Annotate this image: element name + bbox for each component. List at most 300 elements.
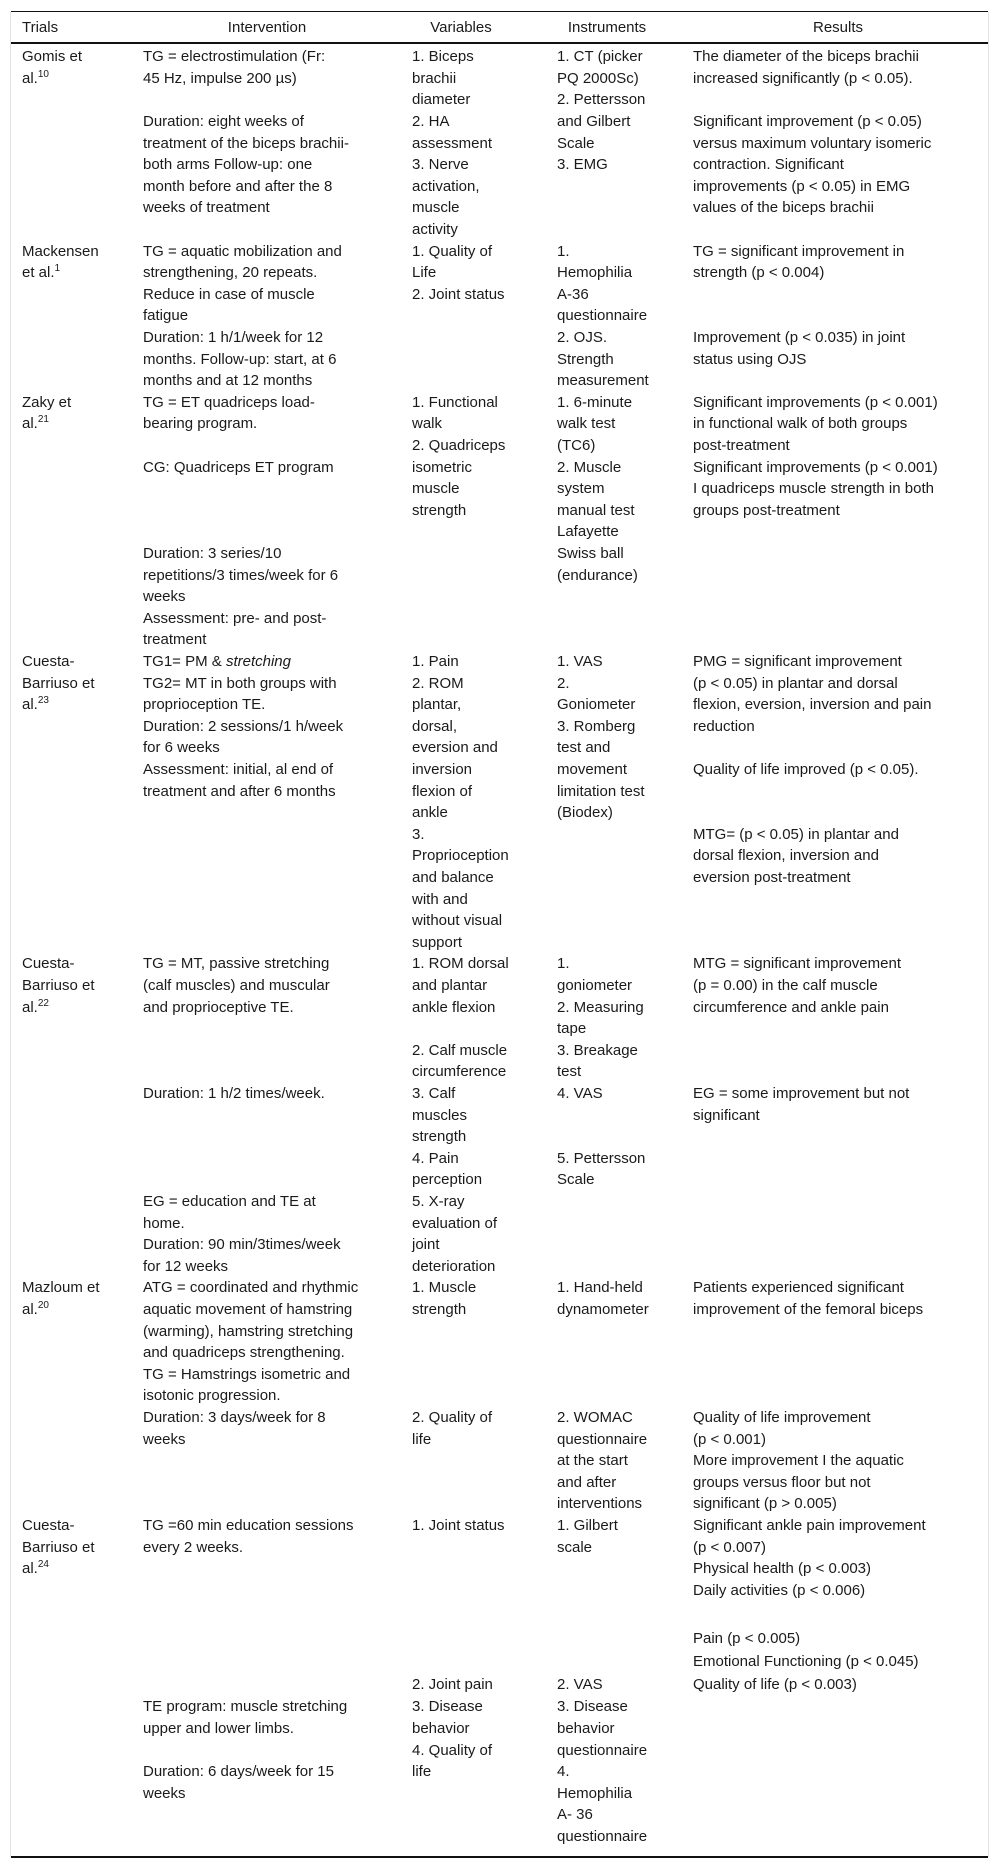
trial-text: Mackensen [22,242,99,260]
instruments-line: Hemophilia [557,264,633,282]
reference-number: 1 [54,263,61,275]
intervention-line: every 2 weeks. [143,1538,244,1556]
intervention-line: weeks [143,1784,186,1802]
intervention-entry [143,111,349,219]
variables-entry [412,953,509,1018]
intervention-entry [143,1191,316,1234]
variables-entry [412,1740,492,1783]
results-entry [693,1277,923,1320]
results-line: Physical health (p < 0.003) [693,1560,872,1578]
intervention-entry [143,673,337,716]
results-line: groups versus floor but not [693,1473,871,1491]
variables-line: 1. Functional [412,393,498,411]
results-line: MTG = significant improvement [693,955,901,973]
instruments-line: PQ 2000Sc) [557,69,639,87]
trial-text: Gomis et [22,48,83,66]
intervention-entry [143,716,343,759]
instruments-line: 3. EMG [557,156,608,174]
instruments-line: 1. Hand-held [557,1279,643,1297]
results-entry [693,1651,919,1673]
variables-line: 3. Disease [412,1698,483,1716]
intervention-line: Duration: 3 days/week for 8 [143,1409,326,1426]
instruments-entry [557,651,603,673]
intervention-line: fatigue [143,307,189,325]
trial-line [22,262,99,284]
results-entry [693,1628,800,1650]
intervention-line: Duration: 2 sessions/1 h/week [143,717,344,735]
intervention-line: bearing program. [143,415,258,433]
intervention-entry [143,46,325,89]
variables-line: flexion of [412,782,473,800]
results-line: Quality of life (p < 0.003) [693,1675,857,1693]
variables-line: 2. ROM [412,674,464,692]
trial-text: Cuesta- [22,653,75,670]
intervention-entry [143,457,334,479]
instruments-line: 3. Breakage [557,1041,638,1059]
variables-entry [412,241,492,284]
variables-line: 4. Quality of [412,1741,493,1759]
header-variables: Variables [430,19,492,36]
trial-line [22,975,95,997]
trial-cell [22,1515,95,1580]
instruments-line: 1. Gilbert [557,1517,618,1534]
variables-line: behavior [412,1720,470,1738]
intervention-entry [143,1083,325,1105]
variables-line: and balance [412,868,494,886]
instruments-line: Strength [557,350,614,368]
intervention-line: both arms Follow-up: one [143,156,313,174]
variables-line: activity [412,220,458,238]
intervention-line: ATG = coordinated and rhythmic [143,1279,359,1297]
trial-text: al. [22,69,38,87]
instruments-entry [557,1761,647,1847]
instruments-line: and after [557,1473,617,1491]
intervention-line: strengthening, 20 repeats. [143,264,318,282]
variables-entry [412,1191,497,1277]
variables-entry [412,284,505,306]
intervention-entry [143,608,326,651]
header-trials: Trials [22,19,59,36]
instruments-entry [557,457,638,587]
intervention-line: CG: Quadriceps ET program [143,458,334,476]
instruments-line: goniometer [557,976,633,994]
trial-text: Barriuso et [22,976,95,994]
variables-line: activation, [412,177,480,195]
intervention-entry [143,1407,326,1450]
instruments-entry [557,392,632,457]
instruments-line: manual test [557,501,635,519]
results-line: improvement of the femoral biceps [693,1300,924,1318]
results-line: contraction. Significant [693,156,844,174]
results-line: Emotional Functioning (p < 0.045) [693,1653,919,1671]
intervention-line: treatment of the biceps brachii- [143,134,349,152]
instruments-line: Hemophilia [557,1784,633,1802]
results-line: The diameter of the biceps brachii [693,48,919,66]
variables-line: walk [412,415,443,433]
header-instruments: Instruments [567,19,647,36]
instruments-entry [557,46,643,89]
intervention-line: Reduce in case of muscle [143,285,315,303]
trial-line [22,997,95,1019]
variables-entry [412,1083,467,1148]
variables-entry [412,392,498,435]
trial-text: al. [22,696,38,714]
results-line: post-treatment [693,436,790,454]
intervention-line: for 12 weeks [143,1257,229,1275]
intervention-line: home. [143,1214,185,1232]
intervention-entry [143,1696,347,1739]
instruments-entry [557,673,635,716]
variables-line: muscle [412,480,460,498]
variables-line: circumference [412,1063,507,1081]
variables-line: muscle [412,199,460,217]
variables-line: brachii [412,69,457,87]
variables-line: perception [412,1171,483,1189]
instruments-line: (Biodex) [557,804,613,822]
instruments-line: 2. WOMAC [557,1409,633,1426]
reference-number: 22 [37,997,49,1009]
instruments-line: 3. Romberg [557,717,636,735]
intervention-line: months and at 12 months [143,372,313,390]
intervention-line: proprioception TE. [143,696,266,714]
intervention-entry [143,543,338,608]
instruments-line: interventions [557,1495,643,1513]
trial-text: Barriuso et [22,1538,95,1556]
intervention-entry [143,953,330,1018]
intervention-line: months. Follow-up: start, at 6 [143,350,337,368]
variables-line: life [412,1763,432,1781]
variables-line: 2. Joint pain [412,1675,493,1693]
variables-line: 2. HA [412,113,450,130]
results-entry [693,1407,871,1450]
trial-text: Mazloum et [22,1279,100,1297]
variables-entry [412,1277,476,1320]
variables-line: 2. Calf muscle [412,1041,508,1059]
variables-line: 4. Pain [412,1149,459,1167]
instruments-line: 5. Pettersson [557,1149,646,1167]
variables-entry [412,824,509,954]
variables-line: Proprioception [412,847,509,865]
trial-line [22,392,71,414]
variables-line: Life [412,264,437,282]
instruments-line: questionnaire [557,1828,648,1846]
results-line: Significant improvement (p < 0.05) [693,113,922,130]
variables-line: 1. Quality of [412,242,493,260]
variables-entry [412,1674,493,1696]
intervention-line: weeks [143,1430,186,1448]
intervention-entry [143,1515,354,1558]
instruments-entry [557,1040,638,1083]
variables-line: 3. [412,825,425,843]
instruments-line: 2. [557,674,570,692]
results-line: groups post-treatment [693,501,840,519]
intervention-line: EG = education and TE at [143,1193,316,1210]
variables-line: isometric [412,458,473,476]
header-intervention: Intervention [227,19,307,36]
results-entry [693,46,919,89]
table-left-edge [10,12,11,1857]
results-line: Quality of life improved (p < 0.05). [693,761,919,778]
results-line: (p = 0.00) in the calf muscle [693,976,878,994]
trial-line [22,68,82,90]
trial-line [22,1558,95,1580]
intervention-entry [143,241,342,327]
intervention-line: TG = ET quadriceps load- [143,393,315,411]
reference-number: 21 [37,414,49,426]
results-line: improvements (p < 0.05) in EMG [693,177,911,195]
instruments-line: Lafayette [557,523,619,541]
results-entry [693,241,904,284]
instruments-line: A- 36 [557,1806,593,1824]
instruments-entry [557,1674,603,1696]
results-line: status using OJS [693,350,807,368]
intervention-line: Duration: 90 min/3times/week [143,1236,341,1254]
variables-line: inversion [412,760,473,778]
instruments-line: at the start [557,1452,628,1470]
results-line: values of the biceps brachii [693,199,874,217]
reference-number: 24 [37,1559,49,1571]
instruments-line: limitation test [557,782,645,800]
trial-text: al. [22,1560,38,1578]
intervention-entry [143,759,336,802]
variables-line: assessment [412,134,493,152]
variables-line: 1. Joint status [412,1517,505,1534]
results-entry [693,1515,926,1558]
instruments-entry [557,241,647,327]
trial-line [22,241,99,263]
results-line: increased significantly (p < 0.05). [693,69,913,87]
trial-cell [22,241,99,284]
intervention-line: upper and lower limbs. [143,1720,294,1738]
intervention-entry [143,1234,341,1277]
variables-entry [412,111,492,154]
intervention-line: Duration: 1 h/2 times/week. [143,1085,325,1102]
variables-line: 1. Biceps [412,48,474,66]
trial-cell [22,651,95,716]
instruments-line: 4. VAS [557,1085,603,1102]
intervention-entry [143,392,315,435]
trial-text: al. [22,1300,38,1318]
intervention-line: Duration: 3 series/10 [143,545,282,562]
results-entry [693,327,905,370]
variables-line: ankle flexion [412,998,496,1016]
variables-line: deterioration [412,1257,496,1275]
variables-line: muscles [412,1106,468,1124]
variables-entry [412,435,505,521]
intervention-line: TG = Hamstrings isometric and [143,1365,351,1383]
instruments-line: 1. 6-minute [557,393,633,411]
intervention-line: repetitions/3 times/week for 6 [143,566,339,584]
intervention-line: 45 Hz, impulse 200 µs) [143,69,297,87]
results-line: circumference and ankle pain [693,998,889,1016]
variables-line: plantar, [412,696,462,714]
trial-cell [22,392,71,435]
variables-line: 3. Nerve [412,156,469,174]
instruments-entry [557,997,644,1040]
trial-text: Zaky et [22,393,72,411]
intervention-entry [143,1364,350,1407]
instruments-line: walk test [557,415,616,433]
variables-entry [412,46,474,111]
instruments-line: measurement [557,372,649,390]
results-line: TG = significant improvement in [693,242,905,260]
intervention-line: TG2= MT in both groups with [143,674,337,692]
trial-text: al. [22,415,38,433]
instruments-line: 1. VAS [557,653,603,670]
variables-entry [412,1407,492,1450]
instruments-entry [557,1083,603,1105]
instruments-line: 3. Disease [557,1698,628,1716]
intervention-entry [143,1761,334,1804]
intervention-line: TE program: muscle stretching [143,1698,348,1716]
trial-text: Barriuso et [22,674,95,692]
instruments-line: Goniometer [557,696,636,714]
instruments-line: 2. Muscle [557,458,622,476]
variables-line: life [412,1430,432,1448]
trial-cell [22,46,82,89]
instruments-line: scale [557,1538,593,1556]
table-top-rule [11,11,988,12]
intervention-line: TG = MT, passive stretching [143,955,330,973]
instruments-entry [557,154,608,176]
trial-line [22,1299,100,1321]
trial-cell [22,1277,100,1320]
instruments-line: 4. [557,1763,570,1781]
results-entry [693,1580,865,1602]
variables-line: diameter [412,91,471,109]
results-line: dorsal flexion, inversion and [693,847,879,865]
variables-line: with and [412,890,468,908]
results-entry [693,953,901,1018]
instruments-line: 1. [557,242,570,260]
instruments-entry [557,953,632,996]
intervention-entry [143,1277,358,1363]
results-line: (p < 0.05) in plantar and dorsal [693,674,898,692]
intervention-line: and proprioceptive TE. [143,998,294,1016]
trial-line [22,413,71,435]
results-entry [693,759,919,781]
variables-entry [412,1696,483,1739]
instruments-line: 1. CT (picker [557,48,643,66]
variables-entry [412,1040,507,1083]
instruments-line: (TC6) [557,436,596,454]
instruments-entry [557,1696,647,1761]
intervention-line: treatment [143,631,207,649]
variables-line: 1. Pain [412,653,459,670]
instruments-entry [557,1407,647,1515]
intervention-line: and quadriceps strengthening. [143,1344,345,1362]
results-entry [693,111,931,219]
variables-line: 2. Quadriceps [412,437,506,454]
instruments-line: (endurance) [557,566,638,584]
trial-text: Cuesta- [22,1517,75,1534]
instruments-line: test and [557,739,611,757]
instruments-line: 2. Measuring [557,998,644,1016]
trial-line [22,651,95,673]
variables-entry [412,154,480,240]
reference-number: 20 [37,1299,49,1311]
instruments-line: questionnaire [557,1741,648,1759]
trial-line [22,1537,95,1559]
reference-number: 23 [37,695,49,707]
results-line: reduction [693,717,755,735]
trial-line [22,694,95,716]
instruments-line: movement [557,760,628,778]
intervention-line: TG = aquatic mobilization and [143,242,342,260]
intervention-line: (calf muscles) and muscular [143,976,330,994]
variables-line: 1. ROM dorsal [412,955,509,973]
intervention-entry [143,651,291,673]
results-line: MTG= (p < 0.05) in plantar and [693,825,899,843]
trial-text: et al. [22,264,55,282]
intervention-line: TG1= PM & stretching [143,653,291,670]
results-line: significant [693,1106,760,1124]
intervention-line: Assessment: initial, al end of [143,761,334,778]
results-line: (p < 0.007) [693,1538,766,1556]
intervention-line: weeks [143,588,186,606]
results-entry [693,1674,857,1696]
results-line: Significant ankle pain improvement [693,1517,926,1534]
intervention-line: for 6 weeks [143,739,220,757]
instruments-line: dynamometer [557,1300,649,1318]
variables-line: 2. Joint status [412,285,505,303]
intervention-line: Duration: 6 days/week for 15 [143,1763,334,1781]
intervention-line: isotonic progression. [143,1387,281,1405]
instruments-line: questionnaire [557,307,648,325]
variables-line: without visual [412,912,503,930]
intervention-line: Duration: eight weeks of [143,113,304,130]
header-results: Results [812,19,864,36]
intervention-line: TG =60 min education sessions [143,1517,354,1534]
instruments-line: 2. VAS [557,1675,603,1693]
intervention-line: month before and after the 8 [143,177,333,195]
results-entry [693,457,938,522]
results-line: Significant improvements (p < 0.001) [693,458,938,476]
instruments-line: questionnaire [557,1430,648,1448]
trial-line [22,673,95,695]
results-line: eversion post-treatment [693,868,851,886]
results-entry [693,1083,909,1126]
variables-line: ankle [412,804,448,822]
table-bottom-rule [11,1856,988,1858]
header-rule [11,42,988,44]
variables-line: 2. Quality of [412,1409,493,1426]
results-line: I quadriceps muscle strength in both [693,480,934,498]
results-line: Patients experienced significant [693,1279,904,1297]
intervention-entry [143,327,336,392]
instruments-line: Swiss ball [557,544,624,562]
variables-line: 5. X-ray [412,1193,465,1210]
intervention-line: weeks of treatment [143,199,270,217]
variables-line: 3. Calf [412,1085,456,1102]
trial-text: al. [22,998,38,1016]
trial-line [22,46,82,68]
variables-line: strength [412,1128,467,1146]
intervention-line: (warming), hamstring stretching [143,1322,354,1340]
instruments-line: test [557,1063,582,1081]
variables-line: 1. Muscle [412,1279,477,1297]
instruments-line: A-36 [557,285,589,303]
results-line: Quality of life improvement [693,1409,871,1426]
trial-line [22,953,95,975]
variables-line: strength [412,501,467,519]
table-right-edge [988,12,989,1857]
variables-entry [412,1148,482,1191]
variables-line: evaluation of [412,1214,498,1232]
results-line: EG = some improvement but not [693,1085,910,1102]
variables-line: eversion and [412,739,498,757]
results-entry [693,392,938,457]
